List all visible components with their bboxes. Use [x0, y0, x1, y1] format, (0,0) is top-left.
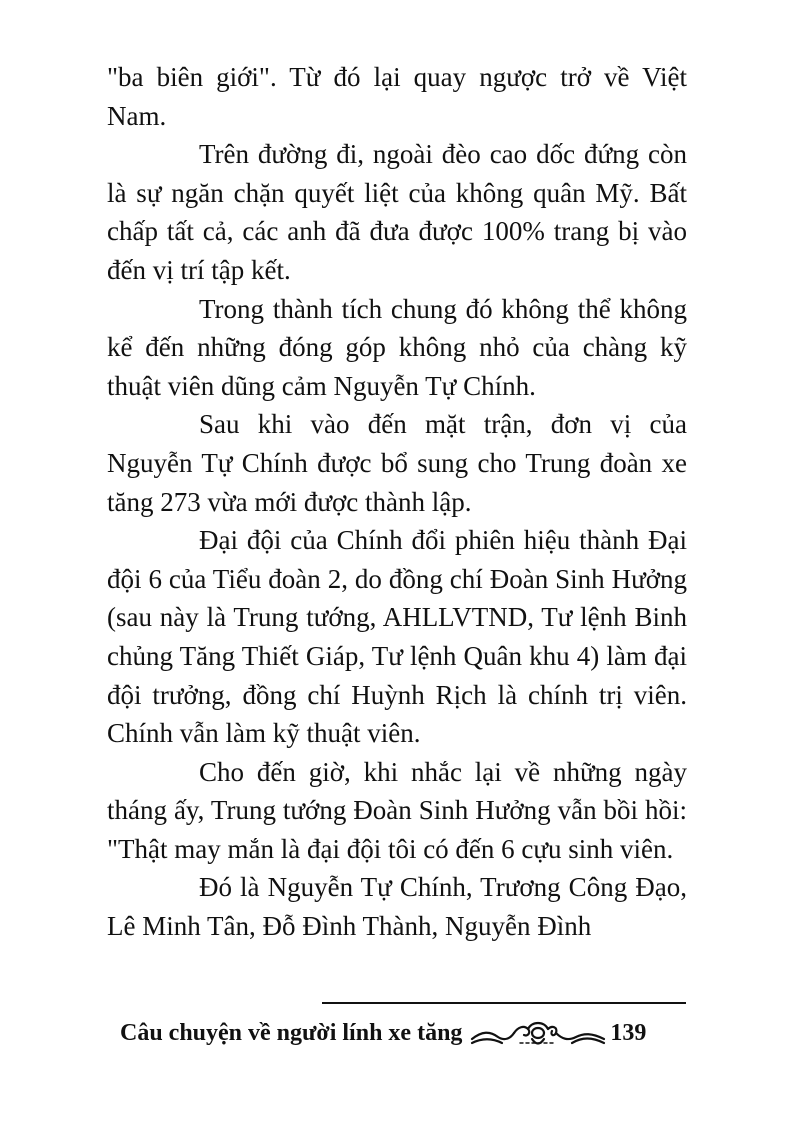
page-number: 139 [610, 1019, 647, 1046]
body-text [107, 58, 687, 946]
paragraph-1: "ba biên giới". Từ đó lại quay ngược trở về Việt Nam. [107, 62, 687, 131]
paragraph-3: Trong thành tích chung đó không thể không kể đến những đóng góp không nhỏ của chàng kỹ thuật viên dũng cảm Nguyễn Tự Chính. [107, 293, 687, 401]
paragraph-7: Đó là Nguyễn Tự Chính, Trương Công Đạo, Lê Minh Tân, Đỗ Đình Thành, Nguyễn Đình [107, 872, 687, 942]
paragraph-2: Trên đường đi, ngoài đèo cao dốc đứng còn là sự ngăn chặn quyết liệt của không quân Mỹ. Bất chấp tất cả, các anh đã đưa được 100% trang bị vào đến vị trí tập kết. [107, 139, 687, 285]
footer-rule [322, 1002, 686, 1004]
page-footer [120, 1011, 690, 1055]
paragraph-4: Sau khi vào đến mặt trận, đơn vị của Nguyễn Tự Chính được bổ sung cho Trung đoàn xe tăng 273 vừa mới được thành lập. [107, 409, 687, 517]
running-title: Câu chuyện về người lính xe tăng [120, 1019, 463, 1046]
decorative-flourish-icon [468, 1013, 608, 1053]
paragraph-5: Đại đội của Chính đổi phiên hiệu thành Đại đội 6 của Tiểu đoàn 2, do đồng chí Đoàn Sinh Hưởng (sau này là Trung tướng, AHLLVTND, Tư lệnh Binh chủng Tăng Thiết Giáp, Tư lệnh Quân khu 4) làm đại đội trưởng, đồng chí Huỳnh Rịch là chính trị viên. Chính vẫn làm kỹ thuật viên. [107, 525, 687, 749]
paragraph-6: Cho đến giờ, khi nhắc lại về những ngày tháng ấy, Trung tướng Đoàn Sinh Hưởng vẫn bồi hồi: "Thật may mắn là đại đội tôi có đến 6 cựu sinh viên. [107, 756, 687, 864]
